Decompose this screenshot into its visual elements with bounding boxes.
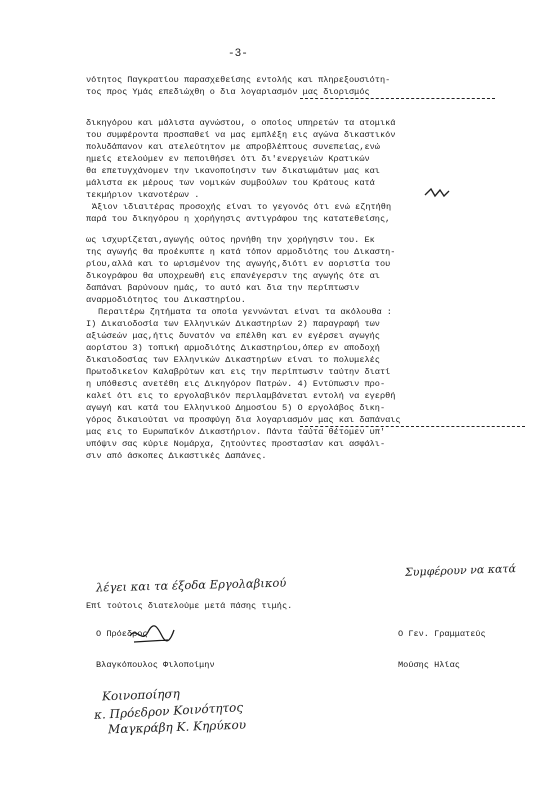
handwritten-recipient-3: Μαγκράβη Κ. Κηρύκου bbox=[107, 717, 247, 737]
body-line: καλεί ότι εις το εργολαβικόν περιλαμβάνεται εντολή να εγερθή bbox=[86, 391, 396, 401]
body-line: τεκμήριον ικανοτέρων . bbox=[86, 190, 200, 200]
body-line: θα επετυγχάνομεν την ικανοποίησιν των δικαιωμάτων μας και bbox=[86, 166, 380, 176]
body-line: υπόψιν σας κύριε Νομάρχα, ζητούντες προστασίαν και ασφάλι- bbox=[86, 439, 386, 449]
body-line: μας εις το Ευρωπαϊκόν Δικαστήριον. Πάντα ταύτα θέτομεν υπ' bbox=[86, 427, 386, 437]
secretary-title: Ο Γεν. Γραμματεύς bbox=[398, 629, 486, 639]
body-line: I) Δικαιοδοσία των Ελληνικών Δικαστηρίων 2) παραγραφή των bbox=[86, 319, 380, 329]
body-line: τος προς Υμάς επεδιώχθη ο δια λογαριασμόν μας διορισμός bbox=[86, 87, 370, 97]
secretary-name: Μούσης Ηλίας bbox=[398, 660, 460, 670]
body-line: γόρος δικαιούται να προσφύγη δια λογαριασμόν μας και δαπάναις bbox=[86, 415, 401, 425]
president-name: Βλαγκόπουλος Φιλοποίμην bbox=[96, 660, 215, 670]
body-line: η υπόθεσις ανετέθη εις Δικηγόρον Πατρών. 4) Εντύπωσιν προ- bbox=[86, 379, 386, 389]
body-line: αγωγή και κατά του Ελληνικού Δημοσίου 5) Ο εργολάβος δικη- bbox=[86, 403, 386, 413]
body-line: Άξιον ιδιαιτέρας προσοχής είναι το γεγονός ότι ενώ εζητήθη bbox=[92, 202, 392, 212]
body-line: πολυδάπανον και ατελεύτητον με απροβλέπτους συνεπείας,ενώ bbox=[86, 142, 380, 152]
page-number: -3- bbox=[228, 48, 248, 60]
strikeout-mark bbox=[425, 187, 449, 199]
underline-mark bbox=[300, 98, 495, 99]
body-line: αξιώσεών μας,ήτις δυνατόν να επέλθη και εν εγέρσει αγωγής bbox=[86, 331, 380, 341]
body-line: σιν από άσκοπες Δικαστικές Δαπάνες. bbox=[86, 451, 267, 461]
body-line: Περαιτέρω ζητήματα τα οποία γεννώνται είναι τα ακόλουθα : bbox=[98, 307, 392, 317]
handwritten-note-line2: λέγει και τα έξοδα Εργολαβικού bbox=[95, 575, 287, 595]
body-line: δαπάναι βαρύνουν ημάς, το αυτό και δια την περίπτωσιν bbox=[86, 283, 360, 293]
body-line: αναρμοδιότητος του Δικαστηρίου. bbox=[86, 295, 246, 305]
handwritten-recipient-2: κ. Πρόεδρον Κοινότητος bbox=[93, 700, 244, 722]
body-line: δικογράφου θα υποχρεωθή εις επανέγερσιν της αγωγής ότε αι bbox=[86, 271, 380, 281]
body-line: μάλιστα εκ μέρους των νομικών συμβούλων του Κράτους κατά bbox=[86, 178, 375, 188]
body-line: ρίου,αλλά και το ωρισμένον της αγωγής,διότι εν αοριστία του bbox=[86, 259, 391, 269]
body-line: παρά του δικηγόρου η χορήγησις αντιγράφου της κατατεθείσης, bbox=[86, 214, 391, 224]
president-signature bbox=[128, 622, 176, 648]
handwritten-recipient-1: Κοινοποίηση bbox=[101, 686, 181, 704]
body-line: της αγωγής θα προέκυπτε η κατά τόπον αρμοδιότης του Δικαστη- bbox=[86, 247, 396, 257]
body-line: ως ισχυρίζεται,αγωγής ούτος ηρνήθη την χορήγησιν του. Εκ bbox=[86, 235, 375, 245]
body-line: αορίστου 3) τοπική αρμοδιότης Δικαστηρίου,όπερ εν αποδοχή bbox=[86, 343, 380, 353]
body-line: δικηγόρου και μάλιστα αγνώστου, ο οποίος υπηρετών τα ατομικά bbox=[86, 118, 396, 128]
body-line: Πρωτοδικείον Καλαβρύτων και εις την περίπτωσιν ταύτην διατί bbox=[86, 367, 391, 377]
closing-line: Επί τούτοις διατελούμε μετά πάσης τιμής. bbox=[86, 601, 293, 611]
handwritten-note-line1: Συμφέρουν να κατά bbox=[404, 562, 517, 579]
body-line: ημείς ετελούμεν εν πεποιθήσει ότι δι'ενεργειών Κρατικών bbox=[86, 154, 370, 164]
body-line: του συμφέροντα προσπαθεί να μας εμπλέξη εις αγώνα δικαστικόν bbox=[86, 130, 396, 140]
body-line: νότητος Παγκρατίου παρασχεθείσης εντολής και πληρεξουσιότη- bbox=[86, 75, 391, 85]
body-line: δικαιοδοσίας των Ελληνικών Δικαστηρίων είναι το πολυμελές bbox=[86, 355, 380, 365]
president-title: Ο Πρόεδρος bbox=[96, 629, 148, 639]
